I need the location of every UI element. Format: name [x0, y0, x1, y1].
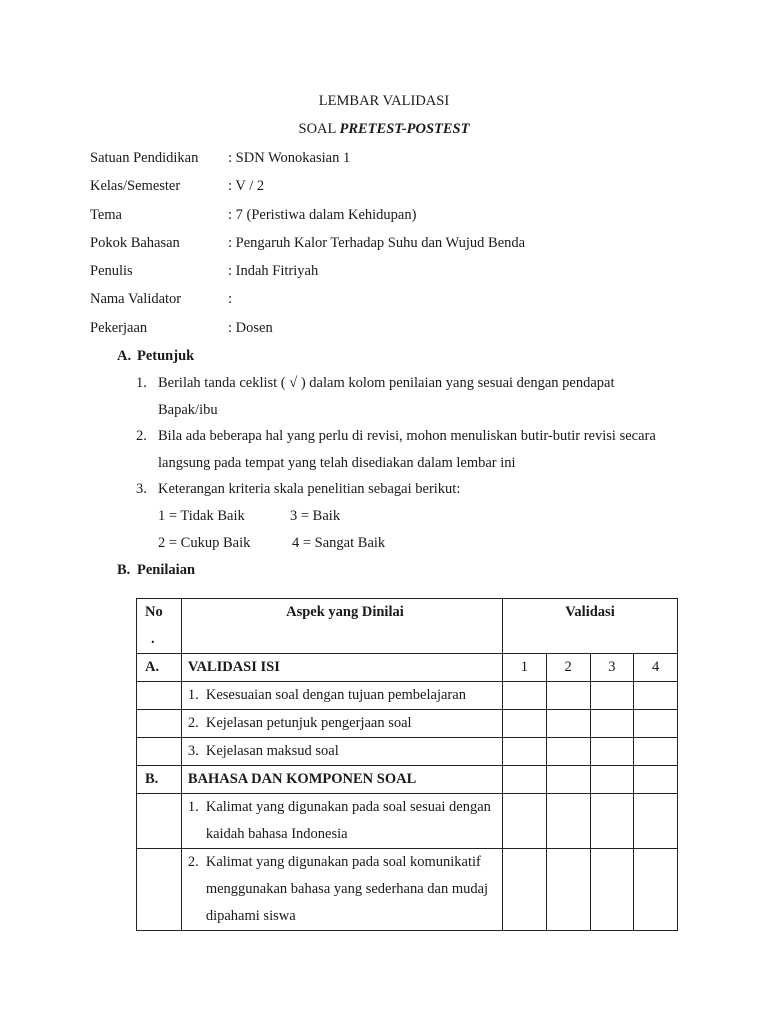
identity-label: Tema: [90, 207, 122, 223]
score-cell[interactable]: [590, 794, 634, 849]
item-number: 1.: [187, 687, 199, 703]
table-row: [137, 710, 678, 738]
table-row: [137, 766, 678, 794]
empty-cell: [137, 710, 182, 738]
scale-header: 1: [503, 654, 547, 682]
aspect-item: [181, 710, 502, 738]
item-text: Kalimat yang digunakan pada soal sesuai dengan: [205, 799, 491, 815]
identity-label: Nama Validator: [90, 291, 182, 307]
empty-cell: [137, 794, 182, 849]
aspect-item: [181, 794, 502, 849]
scale-header: 3: [590, 654, 634, 682]
score-cell[interactable]: [546, 738, 590, 766]
scale-header: 4: [634, 654, 678, 682]
score-cell[interactable]: [503, 738, 547, 766]
section-letter: A.: [117, 348, 132, 364]
score-cell[interactable]: [634, 849, 678, 931]
subtitle-prefix: SOAL: [298, 121, 336, 137]
score-cell[interactable]: [590, 738, 634, 766]
criteria-item: 1 = Tidak Baik: [158, 508, 245, 524]
identity-label: Satuan Pendidikan: [90, 150, 199, 166]
document-title: LEMBAR VALIDASI: [318, 93, 450, 109]
section-b-heading: [117, 562, 195, 579]
identity-value: :: [228, 291, 233, 307]
table-row: [137, 738, 678, 766]
instruction-text: Berilah tanda ceklist ( √ ) dalam kolom penilaian yang sesuai dengan pendapat: [158, 375, 615, 391]
header-no: No: [145, 604, 163, 620]
empty-cell: [137, 682, 182, 710]
table-row: [137, 794, 678, 849]
identity-label: Kelas/Semester: [90, 178, 181, 194]
criteria-item: 4 = Sangat Baik: [292, 535, 386, 551]
item-text: menggunakan bahasa yang sederhana dan mudaj: [205, 881, 489, 897]
score-cell[interactable]: [634, 710, 678, 738]
score-cell[interactable]: [546, 794, 590, 849]
table-row: [137, 654, 678, 682]
item-text: Kejelasan petunjuk pengerjaan soal: [205, 715, 412, 731]
identity-value: : Indah Fitriyah: [228, 263, 319, 279]
aspect-item: [181, 849, 502, 931]
score-cell: [590, 766, 634, 794]
group-title: BAHASA DAN KOMPONEN SOAL: [181, 766, 502, 794]
identity-label: Pekerjaan: [90, 320, 148, 336]
section-a-heading: [117, 348, 194, 365]
table-header-row: [137, 599, 678, 654]
score-cell: [546, 766, 590, 794]
group-letter: B.: [137, 766, 182, 794]
item-number: 1.: [187, 799, 199, 815]
score-cell[interactable]: [503, 794, 547, 849]
header-aspect: Aspek yang Dinilai: [181, 599, 502, 654]
instruction-number: 2.: [136, 428, 147, 444]
item-text: kaidah bahasa Indonesia: [205, 826, 348, 842]
header-no-cell: [137, 599, 182, 654]
item-number: 3.: [187, 743, 199, 759]
score-cell[interactable]: [590, 682, 634, 710]
instruction-text: Bapak/ibu: [158, 402, 218, 418]
score-cell: [503, 766, 547, 794]
validation-table: [136, 598, 678, 931]
instruction-text: Keterangan kriteria skala penelitian sebagai berikut:: [158, 481, 461, 497]
score-cell[interactable]: [590, 849, 634, 931]
score-cell[interactable]: [503, 710, 547, 738]
criteria-item: 2 = Cukup Baik: [158, 535, 251, 551]
group-title: VALIDASI ISI: [181, 654, 502, 682]
score-cell[interactable]: [503, 849, 547, 931]
table-row: [137, 682, 678, 710]
aspect-item: [181, 738, 502, 766]
identity-value: : Pengaruh Kalor Terhadap Suhu dan Wujud Benda: [228, 235, 526, 251]
item-text: Kejelasan maksud soal: [205, 743, 339, 759]
header-validasi: Validasi: [503, 599, 678, 654]
subtitle-italic: PRETEST-POSTEST: [339, 121, 470, 137]
score-cell: [634, 766, 678, 794]
score-cell[interactable]: [590, 710, 634, 738]
score-cell[interactable]: [546, 682, 590, 710]
header-no-dot: .: [151, 631, 155, 647]
criteria-item: 3 = Baik: [290, 508, 341, 524]
score-cell[interactable]: [546, 849, 590, 931]
identity-value: : SDN Wonokasian 1: [228, 150, 351, 166]
instruction-number: 1.: [136, 375, 147, 391]
score-cell[interactable]: [503, 682, 547, 710]
item-text: Kalimat yang digunakan pada soal komunikatif: [205, 854, 481, 870]
identity-value: : Dosen: [228, 320, 273, 336]
section-letter: B.: [117, 562, 131, 578]
instruction-text: Bila ada beberapa hal yang perlu di revisi, mohon menuliskan butir-butir revisi secara: [158, 428, 656, 444]
section-title: Petunjuk: [137, 348, 195, 364]
item-text: dipahami siswa: [205, 908, 296, 924]
identity-label: Pokok Bahasan: [90, 235, 180, 251]
score-cell[interactable]: [634, 738, 678, 766]
identity-value: : V / 2: [228, 178, 265, 194]
group-letter: A.: [137, 654, 182, 682]
item-text: Kesesuaian soal dengan tujuan pembelajaran: [205, 687, 466, 703]
table-row: [137, 849, 678, 931]
identity-label: Penulis: [90, 263, 133, 279]
instruction-text: langsung pada tempat yang telah disediakan dalam lembar ini: [158, 455, 516, 471]
score-cell[interactable]: [634, 794, 678, 849]
empty-cell: [137, 738, 182, 766]
item-number: 2.: [187, 715, 199, 731]
document-subtitle: [0, 121, 768, 138]
identity-value: : 7 (Peristiwa dalam Kehidupan): [228, 207, 417, 223]
scale-header: 2: [546, 654, 590, 682]
empty-cell: [137, 849, 182, 931]
instruction-number: 3.: [136, 481, 147, 497]
aspect-item: [181, 682, 502, 710]
score-cell[interactable]: [546, 710, 590, 738]
score-cell[interactable]: [634, 682, 678, 710]
section-title: Penilaian: [137, 562, 196, 578]
item-number: 2.: [187, 854, 199, 870]
